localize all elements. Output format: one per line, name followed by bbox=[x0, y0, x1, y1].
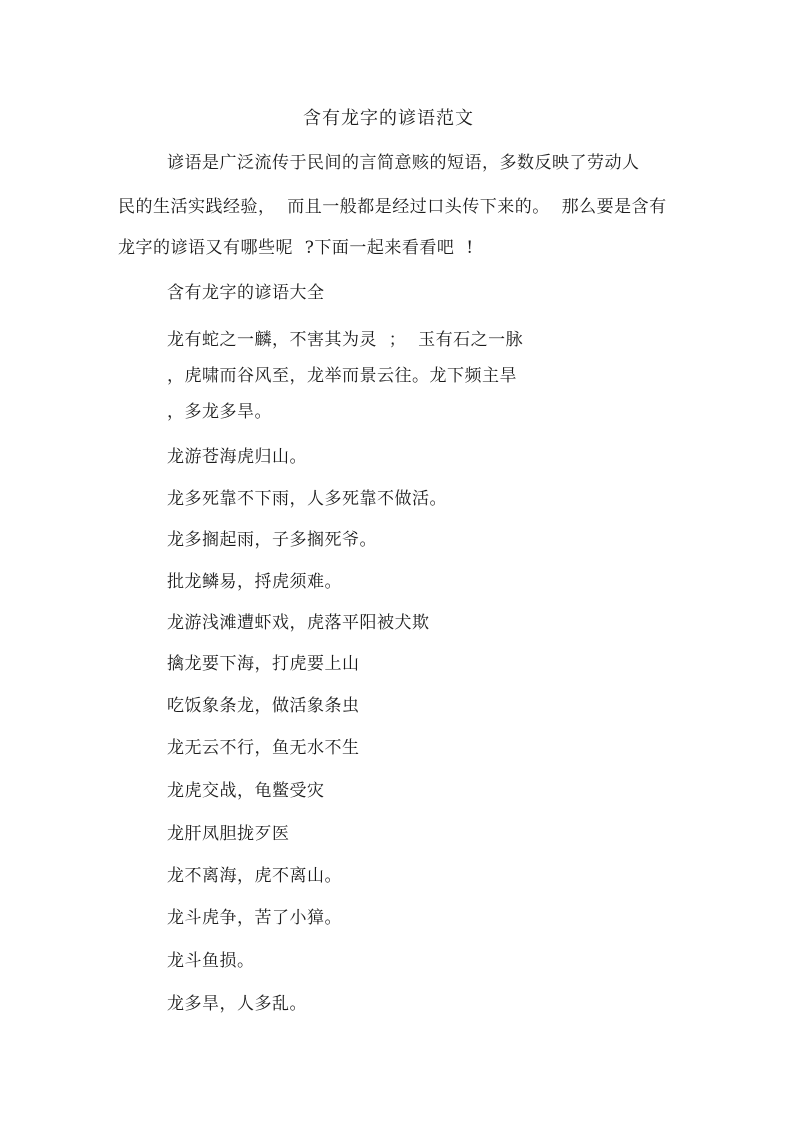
proverb-line: 龙无云不行，鱼无水不生 bbox=[167, 738, 360, 758]
proverb-line: 龙多死靠不下雨，人多死靠不做活。 bbox=[167, 489, 447, 509]
proverb-line: 龙游苍海虎归山。 bbox=[167, 447, 307, 467]
proverb-line: 龙肝凤胆拢歹医 bbox=[167, 824, 290, 844]
intro-line-3: 龙字的谚语又有哪些呢 ?下面一起来看看吧 ! bbox=[118, 238, 474, 258]
section-heading: 含有龙字的谚语大全 bbox=[167, 283, 325, 303]
proverb-line: 龙虎交战，龟鳖受灾 bbox=[167, 781, 325, 801]
proverb-line: ，虎啸而谷风至，龙举而景云往。龙下频主旱 bbox=[167, 366, 517, 386]
proverb-line: 龙不离海，虎不离山。 bbox=[167, 866, 342, 886]
proverb-line: ，多龙多旱。 bbox=[167, 402, 272, 422]
proverb-line: 吃饭象条龙，做活象条虫 bbox=[167, 696, 360, 716]
proverb-line: 龙斗虎争，苦了小獐。 bbox=[167, 908, 342, 928]
proverb-line: 龙多旱，人多乱。 bbox=[167, 994, 307, 1014]
proverb-line: 龙多搁起雨，子多搁死爷。 bbox=[167, 530, 377, 550]
proverb-line: 批龙鳞易，捋虎须难。 bbox=[167, 572, 342, 592]
intro-line-1: 谚语是广泛流传于民间的言简意赅的短语，多数反映了劳动人 bbox=[167, 153, 640, 173]
proverb-line: 擒龙要下海，打虎要上山 bbox=[167, 654, 360, 674]
proverb-line: 龙斗鱼损。 bbox=[167, 951, 255, 971]
proverb-line: 龙有蛇之一麟，不害其为灵 ； 玉有石之一脉 bbox=[167, 330, 524, 350]
proverb-line: 龙游浅滩遭虾戏，虎落平阳被犬欺 bbox=[167, 613, 430, 633]
document-title: 含有龙字的谚语范文 bbox=[303, 108, 474, 129]
intro-line-2: 民的生活实践经验， 而且一般都是经过口头传下来的。 那么要是含有 bbox=[118, 197, 667, 217]
